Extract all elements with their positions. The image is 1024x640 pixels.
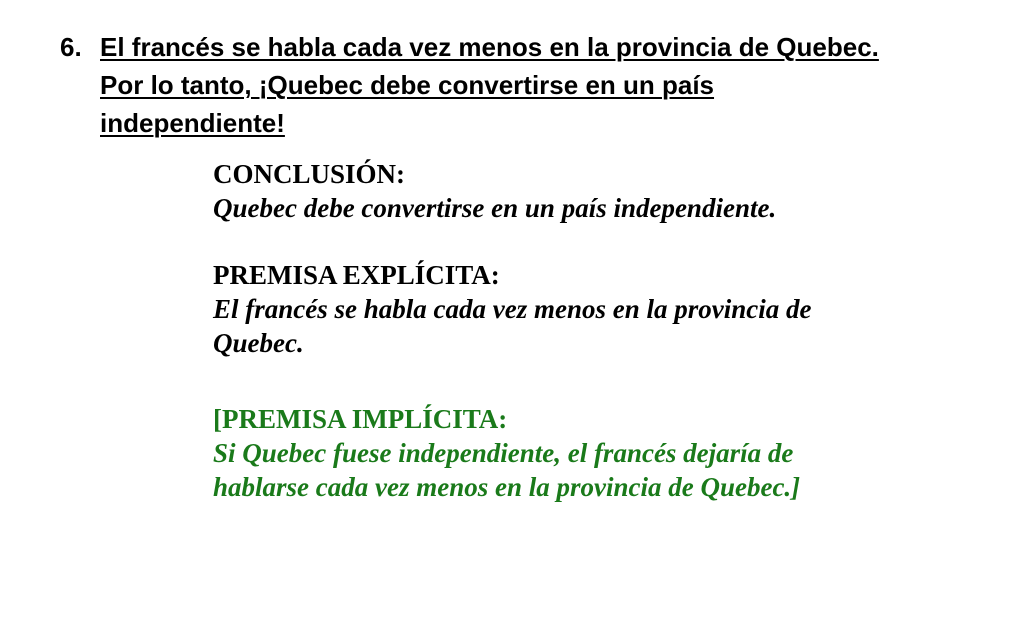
question-line: independiente!	[100, 108, 285, 138]
conclusion-heading: CONCLUSIÓN:	[213, 159, 406, 189]
explicit-premise-block	[213, 258, 913, 360]
implicit-premise-block	[213, 402, 913, 504]
explicit-premise-line: El francés se habla cada vez menos en la provincia de	[213, 294, 812, 324]
question-text	[100, 28, 980, 142]
implicit-premise-line: hablarse cada vez menos en la provincia de Quebec.]	[213, 472, 801, 502]
explicit-premise-line: Quebec.	[213, 328, 304, 358]
question-line: El francés se habla cada vez menos en la provincia de Quebec.	[100, 32, 879, 62]
question-number: 6.	[60, 32, 82, 62]
exercise-question	[60, 28, 980, 142]
explicit-premise-heading: PREMISA EXPLÍCITA:	[213, 260, 500, 290]
implicit-premise-line: Si Quebec fuese independiente, el francés dejaría de	[213, 438, 794, 468]
implicit-premise-heading: [PREMISA IMPLÍCITA:	[213, 404, 508, 434]
question-line: Por lo tanto, ¡Quebec debe convertirse en un país	[100, 70, 715, 100]
conclusion-block	[213, 157, 913, 225]
conclusion-text: Quebec debe convertirse en un país independiente.	[213, 193, 777, 223]
